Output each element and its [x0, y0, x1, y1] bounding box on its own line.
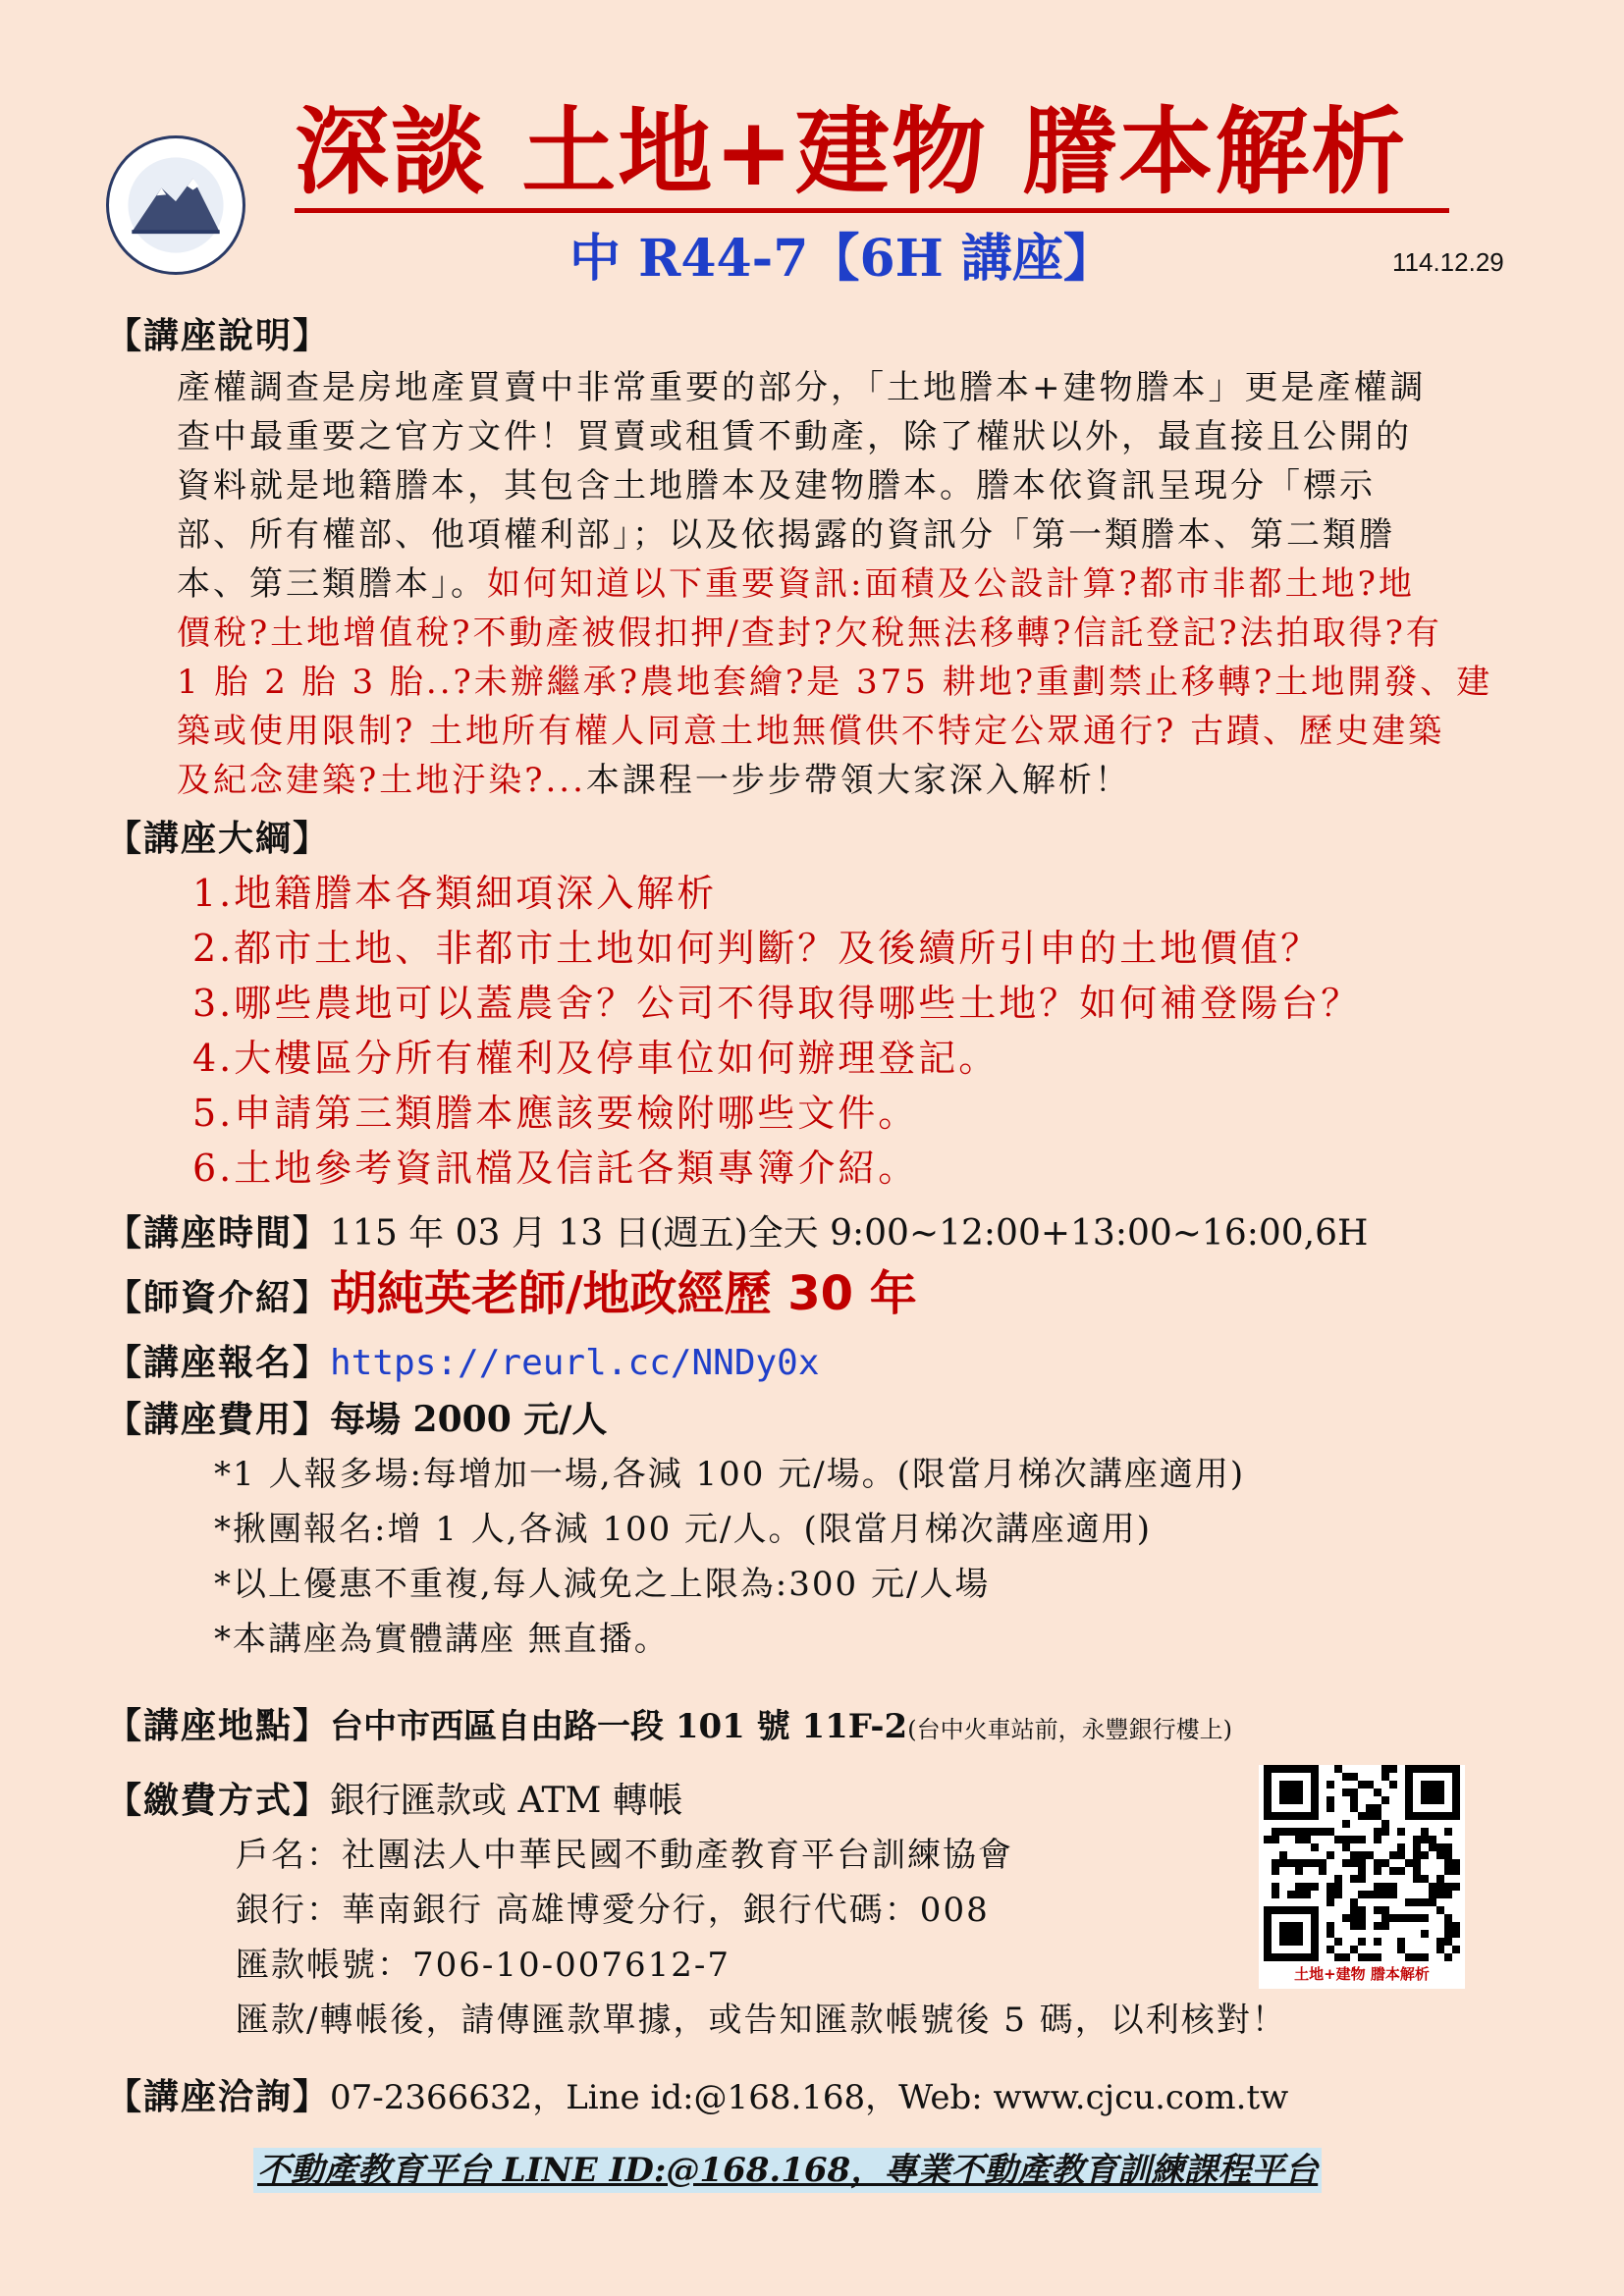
outline-item: 6.土地參考資訊檔及信託各類專簿介紹。 [192, 1147, 919, 1190]
doc-date: 114.12.29 [1392, 247, 1504, 277]
fee-note: *揪團報名:增 1 人,各減 100 元/人。(限當月梯次講座適用) [214, 1510, 1153, 1549]
qr-label: 土地+建物 謄本解析 [1294, 1965, 1430, 1983]
time-label: 【講座時間】 [106, 1212, 331, 1254]
location-row [106, 1702, 1232, 1753]
qr-code[interactable] [1259, 1765, 1465, 1989]
location-label: 【講座地點】 [106, 1705, 331, 1746]
signup-link[interactable]: https://reurl.cc/NNDy0x [330, 1343, 820, 1383]
location-value: 台中市西區自由路一段 101 號 11F-2 [330, 1707, 908, 1746]
intro-heading: 【講座說明】 [106, 315, 331, 356]
intro-line: 1 胎 2 胎 3 胎..?未辦繼承?農地套繪?是 375 耕地?重劃禁止移轉?土地開發、建 [177, 663, 1493, 702]
intro-line: 及紀念建築?土地汙染?...本課程一步步帶領大家深入解析！ [177, 761, 1131, 800]
payment-details [236, 1828, 1287, 2048]
page-title: 深談 土地+建物 謄本解析 [295, 97, 1408, 207]
contact-row [106, 2073, 1288, 2121]
intro-line: 價稅?土地增值稅?不動產被假扣押/查封?欠稅無法移轉?信託登記?法拍取得?有 [177, 614, 1442, 653]
fee-note: *本講座為實體講座 無直播。 [214, 1620, 670, 1659]
contact-value: 07-2366632，Line id:@168.168，Web: www.cjcu.com.tw [330, 2078, 1289, 2117]
intro-line: 產權調查是房地產買賣中非常重要的部分，「土地謄本+建物謄本」更是產權調 [177, 368, 1427, 407]
outline-item: 4.大樓區分所有權利及停車位如何辦理登記。 [192, 1037, 1000, 1080]
payment-line: 匯款/轉帳後，請傳匯款單據，或告知匯款帳號後 5 碼，以利核對！ [236, 2001, 1287, 2040]
organization-logo [106, 135, 245, 275]
payment-value: 銀行匯款或 ATM 轉帳 [330, 1781, 683, 1821]
payment-line: 匯款帳號：706-10-007612-7 [236, 1946, 731, 1985]
payment-line: 銀行：華南銀行 高雄博愛分行，銀行代碼：008 [236, 1891, 990, 1930]
outline-list [192, 866, 1361, 1196]
fee-value: 每場 2000 元/人 [330, 1399, 608, 1440]
course-code: 中 R44-7【6H 講座】 [569, 229, 1114, 289]
fee-notes [214, 1447, 1245, 1667]
title-underline [295, 208, 1449, 213]
outline-item: 1.地籍謄本各類細項深入解析 [192, 872, 718, 915]
intro-line: 部、所有權部、他項權利部」；以及依揭露的資訊分「第一類謄本、第二類謄 [177, 515, 1395, 555]
time-row [106, 1209, 1368, 1257]
outline-item: 3.哪些農地可以蓋農舍？公司不得取得哪些土地？如何補登陽台？ [192, 982, 1362, 1025]
fee-note: *以上優惠不重複,每人減免之上限為:300 元/人場 [214, 1565, 991, 1604]
intro-paragraph [177, 363, 1492, 805]
fee-label: 【講座費用】 [106, 1399, 331, 1440]
intro-line: 查中最重要之官方文件！買賣或租賃不動產，除了權狀以外，最直接且公開的 [177, 417, 1412, 456]
fee-row [106, 1396, 607, 1444]
intro-line: 資料就是地籍謄本，其包含土地謄本及建物謄本。謄本依資訊呈現分「標示 [177, 466, 1376, 506]
teacher-label: 【師資介紹】 [106, 1277, 331, 1318]
fee-note: *1 人報多場:每增加一場,各減 100 元/場。(限當月梯次講座適用) [214, 1455, 1246, 1494]
time-value: 115 年 03 月 13 日(週五)全天 9:00~12:00+13:00~16:00,6H [330, 1213, 1369, 1254]
teacher-value: 胡純英老師/地政經歷 30 年 [330, 1266, 917, 1321]
signup-row [106, 1339, 820, 1387]
intro-line: 築或使用限制? 土地所有權人同意土地無償供不特定公眾通行? 古蹟、歷史建築 [177, 712, 1445, 751]
outline-item: 5.申請第三類謄本應該要檢附哪些文件。 [192, 1092, 919, 1135]
payment-row [106, 1777, 683, 1825]
qr-code-icon [1259, 1765, 1465, 1961]
signup-label: 【講座報名】 [106, 1342, 331, 1383]
location-note: (台中火車站前，永豐銀行樓上) [907, 1716, 1232, 1743]
contact-label: 【講座洽詢】 [106, 2076, 331, 2117]
footer-banner: 不動產教育平台 LINE ID:@168.168，專業不動產教育訓練課程平台 [253, 2148, 1322, 2193]
outline-item: 2.都市土地、非都市土地如何判斷？及後續所引申的土地價值？ [192, 927, 1322, 970]
payment-label: 【繳費方式】 [106, 1780, 331, 1821]
mountain-logo-icon [109, 138, 243, 272]
teacher-row [106, 1266, 917, 1322]
outline-heading: 【講座大綱】 [106, 818, 331, 859]
payment-line: 戶名：社團法人中華民國不動產教育平台訓練協會 [236, 1836, 1013, 1875]
intro-line: 本、第三類謄本」。如何知道以下重要資訊:面積及公設計算?都市非都土地?地 [177, 564, 1415, 604]
